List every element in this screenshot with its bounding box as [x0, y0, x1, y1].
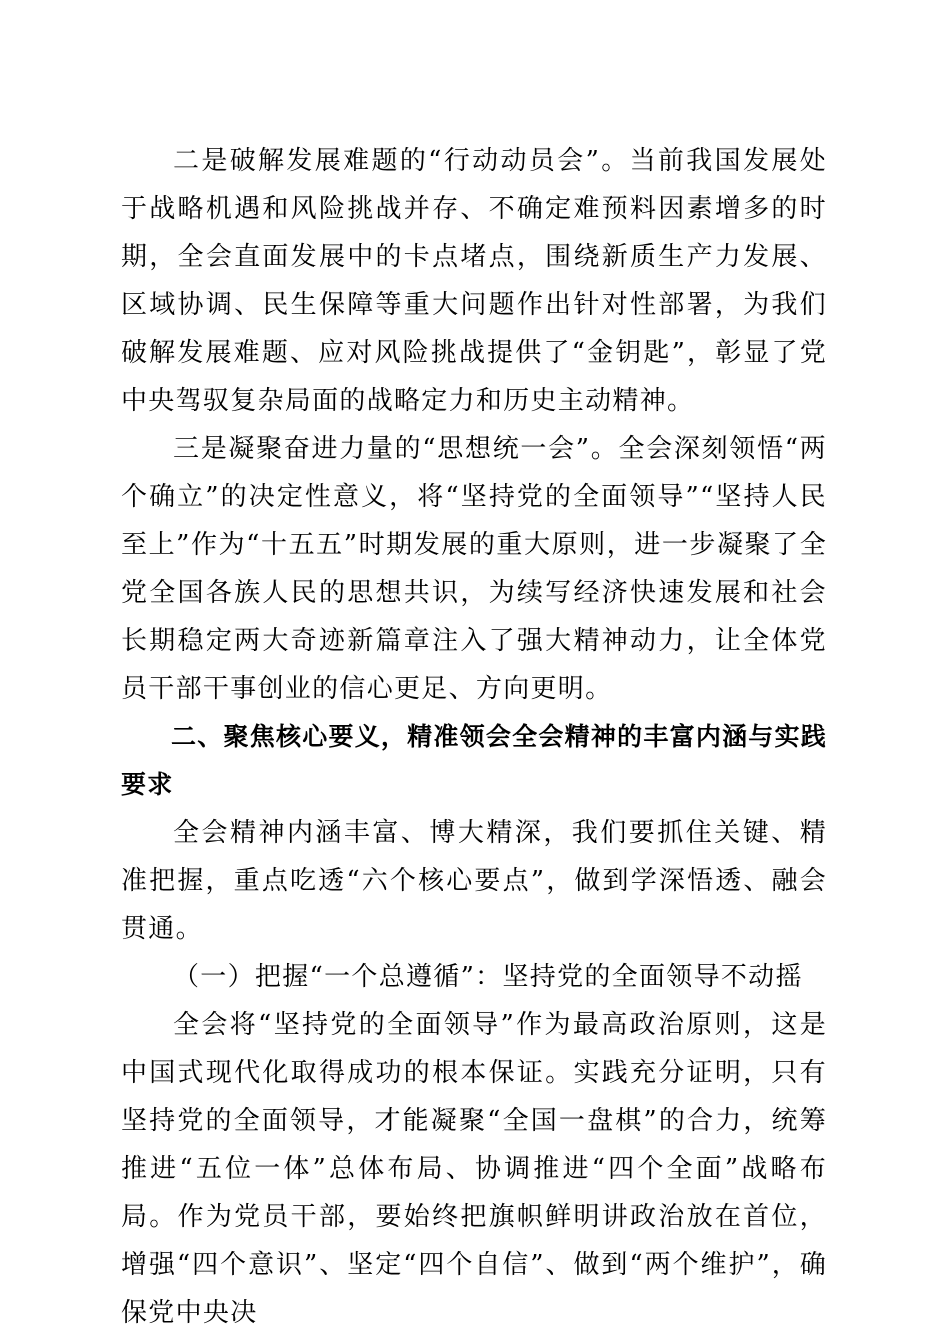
paragraph-ideological-unity: 三是凝聚奋进力量的“思想统一会”。全会深刻领悟“两个确立”的决定性意义，将“坚持党的全面领导”“坚持人民至上”作为“十五五”时期发展的重大原则，进一步凝聚了全党全国各族人民的思想共识，为续写经济快速发展和社会长期稳定两大奇迹新篇章注入了强大精神动力，让全体党员干部干事创业的信心更足、方向更明。: [121, 434, 827, 704]
subsection-paragraph: 全会将“坚持党的全面领导”作为最高政治原则，这是中国式现代化取得成功的根本保证。实践充分证明，只有坚持党的全面领导，才能凝聚“全国一盘棋”的合力，统筹推进“五位一体”总体布局、协调推进“四个全面”战略布局。作为党员干部，要始终把旗帜鲜明讲政治放在首位，增强“四个意识”、坚定“四个自信”、做到“两个维护”，确保党中央决: [121, 1010, 827, 1328]
document-body: [121, 137, 827, 1337]
section-heading: 二、聚焦核心要义，精准领会全会精神的丰富内涵与实践要求: [121, 722, 827, 799]
paragraph-development-challenges: 二是破解发展难题的“行动动员会”。当前我国发展处于战略机遇和风险挑战并存、不确定难预料因素增多的时期，全会直面发展中的卡点堵点，围绕新质生产力发展、区域协调、民生保障等重大问题作出针对性部署，为我们破解发展难题、应对风险挑战提供了“金钥匙”，彰显了党中央驾驭复杂局面的战略定力和历史主动精神。: [121, 146, 827, 416]
subsection-heading: （一）把握“一个总遵循”：坚持党的全面领导不动摇: [173, 962, 803, 992]
section-intro-paragraph: 全会精神内涵丰富、博大精深，我们要抓住关键、精准把握，重点吃透“六个核心要点”，做到学深悟透、融会贯通。: [121, 818, 827, 944]
